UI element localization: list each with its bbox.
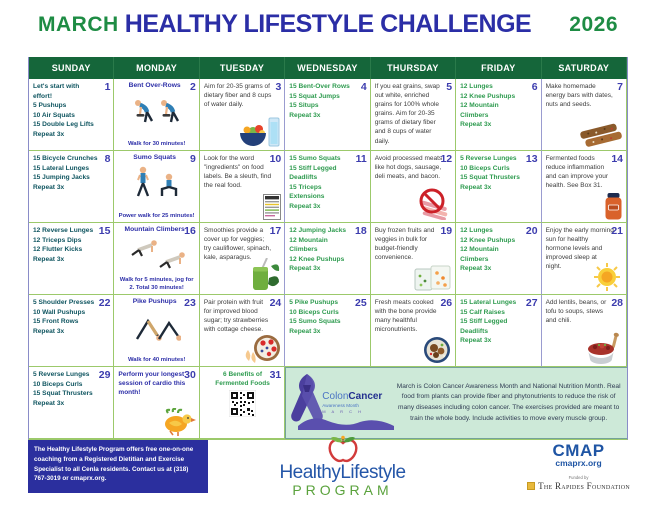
workout-line: 15 Bent-Over Rows [289,83,350,90]
tip-text: Enjoy the early morning sun for healthy hormone levels and improved sleep at night. [545,227,614,271]
workout-line: 12 Reverse Lunges [33,227,94,234]
day-cell-9 [114,151,199,223]
workout-line: 12 Triceps Dips [33,236,82,244]
day-cell-13 [456,151,541,223]
exercise-note: Walk for 5 minutes, jog for 2. Total 30 minutes! [119,277,194,291]
workout-line: 15 Stiff Legged Deadlifts [460,318,508,335]
workout-line: 12 Knee Pushups [460,236,516,244]
healthy-lifestyle-program-logo [250,434,435,498]
day-cell-4 [284,79,370,151]
day-number: 28 [611,297,623,309]
workout-line: Repeat 3x [460,265,492,273]
workout-line: 10 Biceps Curls [460,164,510,172]
day-number: 16 [184,225,196,237]
workout-line: Repeat 3x [33,255,65,263]
workout-line: 15 Front Rows [33,318,79,326]
workout-line: Repeat 3x [460,121,492,129]
day-cell-24 [200,295,285,367]
green-smoothie-icon [249,258,281,292]
nutrition-label-icon [263,194,281,220]
day-number: 14 [611,153,623,165]
day-number: 15 [98,225,111,237]
day-number: 19 [440,225,453,237]
day-cell-5 [371,79,456,151]
sumo-squats-icon [118,164,195,200]
sun-icon [591,262,623,292]
weekday-header-wednesday: WEDNESDAY [285,57,370,79]
workout-line: 15 Situps [289,102,319,110]
day-cell-8 [29,151,114,223]
workout-line: 10 Air Squats [33,111,75,119]
weekday-header-saturday: SATURDAY [542,57,627,79]
day-cell-23 [114,295,199,367]
pike-pushups-icon [118,308,195,344]
colon-cancer-logo [288,371,394,435]
workout-line: Repeat 3x [289,202,321,210]
tip-text: Add lentils, beans, or tofu to soups, stews and chili. [545,299,607,325]
tip-text: 6 Benefits of Fermented Foods [215,371,270,388]
workout-line: Repeat 3x [33,399,65,407]
workout-line: Repeat 3x [289,265,321,273]
exercise-note: Power walk for 25 minutes! [118,212,195,219]
day-number: 24 [269,297,282,309]
day-number: 30 [184,369,196,381]
day-number: 5 [446,81,453,93]
day-number: 27 [525,297,538,309]
tip-text: Buy frozen fruits and veggies in bulk for budget-friendly convenience. [374,227,435,262]
year-label: 2026 [569,13,618,36]
day-number: 6 [531,81,538,93]
weekday-header-thursday: THURSDAY [371,57,456,79]
tip-text: Pair protein with fruit for improved blood sugar; try strawberries with cottage cheese. [203,299,269,334]
day-cell-31 [200,367,285,439]
exercise-title: Sumo Squats [133,154,176,161]
day-number: 18 [355,225,367,237]
workout-line: 15 Double Leg Lifts [33,121,94,129]
exercise-title: Bent Over-Rows [128,82,181,89]
workout-line: Repeat 3x [460,183,492,191]
weekday-header-tuesday: TUESDAY [200,57,285,79]
workout-line: 12 Mountain Climbers [460,102,499,119]
day-number: 23 [184,297,196,309]
exercise-note: Walk for 30 minutes! [127,140,186,147]
month-label: MARCH [38,13,119,36]
day-number: 2 [190,81,196,93]
bent-over-rows-icon [118,92,195,128]
workout-line: 15 Sumo Squats [289,318,341,326]
workout-line: 5 Shoulder Presses [33,299,95,306]
energy-bars-icon [579,122,623,148]
veggie-bowl-water-icon [239,116,281,148]
no-processed-meat-icon [416,188,452,220]
workout-line: 12 Mountain Climbers [460,246,499,263]
page-title: HEALTHY LIFESTYLE CHALLENGE [124,10,532,38]
day-number: 13 [525,153,538,165]
tip-text: Aim for 20-35 grams of dietary fiber and 8 cups of water daily. [203,83,272,109]
day-number: 8 [104,153,111,165]
workout-line: 15 Lateral Lunges [460,299,517,306]
day-cell-25 [284,295,370,367]
weekday-header-friday: FRIDAY [456,57,541,79]
day-cell-14 [541,151,627,223]
qr-code-icon [204,390,281,417]
calendar-grid [28,57,628,440]
day-cell-3 [200,79,285,151]
day-cell-17 [200,223,285,295]
day-cell-30 [114,367,199,439]
day-cell-2 [114,79,199,151]
workout-line: 5 Pike Pushups [289,299,339,306]
day-cell-18 [284,223,370,295]
foundation-mark-icon [527,482,535,490]
day-cell-26 [371,295,456,367]
tip-text: Fresh meats cooked with the bone provide many healthful micronutrients. [374,299,437,334]
day-cell-6 [456,79,541,151]
day-cell-16 [114,223,199,295]
contact-info-box: The Healthy Lifestyle Program offers free one-on-one coaching from a Registered Dietitian and Exercise Specialist to all Cenla residents. Contact us at (318) 767-3019 or cmaprx.org. [28,440,208,493]
workout-line: 10 Biceps Curls [289,308,339,316]
mountain-climbers-icon [118,236,195,272]
workout-line: Repeat 3x [289,111,321,119]
tip-text: Make homemade energy bars with dates, nuts and seeds. [545,83,613,109]
day-number: 4 [360,81,367,93]
footer [0,440,656,506]
program-logo-subtext: PROGRAM [292,482,393,498]
workout-line: 12 Knee Pushups [460,92,516,100]
day-number: 3 [275,81,282,93]
weekday-header-monday: MONDAY [114,57,199,79]
workout-line: Repeat 3x [460,337,492,345]
day-number: 31 [269,369,282,381]
workout-line: Repeat 3x [33,327,65,335]
frozen-bags-icon [414,264,452,292]
tip-text: If you eat grains, swap out white, enriched grains for 100% whole grains. Aim for 20-35 grams of dietary fiber and 8 cups of water daily. [374,83,440,145]
workout-line: Let's start with effort! [33,83,80,100]
day-number: 11 [355,153,367,165]
day-cell-15 [29,223,114,295]
day-cell-1 [29,79,114,151]
fruit-bowl-icon [241,334,281,364]
day-number: 25 [355,297,367,309]
tip-text: Perform your longest session of cardio this month! [118,371,186,397]
day-number: 26 [440,297,453,309]
workout-line: 15 Triceps Extensions [289,183,325,201]
day-cell-19 [371,223,456,295]
workout-line: 12 Lunges [460,227,493,234]
day-number: 9 [190,153,196,165]
tip-text: Look for the word "ingredients" on food labels. Be a sleuth, find the real food. [203,155,272,190]
exercise-note: Walk for 40 minutes! [127,356,186,363]
workout-line: 12 Knee Pushups [289,255,345,263]
day-number: 21 [611,225,623,237]
day-number: 29 [98,369,111,381]
tip-text: Fermented foods reduce inflammation and can improve your health. See Box 31. [545,155,609,190]
day-number: 10 [269,153,282,165]
exercise-title: Pike Pushups [132,298,177,305]
day-number: 22 [98,297,111,309]
day-number: 12 [440,153,453,165]
exercise-title: Mountain Climbers [124,226,185,233]
day-number: 20 [525,225,538,237]
day-number: 7 [617,81,623,93]
day-cell-29 [29,367,114,439]
day-cell-7 [541,79,627,151]
workout-line: 15 Squat Thrusters [460,174,520,182]
tip-text: Avoid processed meats like hot dogs, sausage, deli meats, and bacon. [374,155,443,181]
workout-line: 15 Squat Jumps [289,92,340,100]
day-number: 17 [269,225,282,237]
workout-line: Repeat 3x [33,183,65,191]
workout-line: 15 Squat Thrusters [33,390,93,398]
day-cell-22 [29,295,114,367]
workout-line: 15 Calf Raises [460,308,505,316]
awareness-banner [285,367,627,439]
meat-bowl-icon [422,336,452,364]
workout-line: 10 Wall Pushups [33,308,86,316]
workout-line: 12 Flutter Kicks [33,246,83,254]
chili-bowl-icon [585,332,623,364]
day-number: 1 [104,81,111,93]
fermented-jar-icon [604,193,623,220]
cardio-bird-icon [160,408,196,436]
day-cell-20 [456,223,541,295]
tip-text: Smoothies provide a cover up for veggies; try cauliflower, spinach, kale, asparagus. [203,227,272,262]
awareness-text: March is Colon Cancer Awareness Month and National Nutrition Month. Real food from plants can provide fiber and phytonutrients to reduce the risk of many diseases including colon cancer. The exercises provided are meant to train the whole body. Include activities to move every muscle group. [396,382,621,422]
workout-line: Repeat 3x [289,327,321,335]
workout-line: 5 Reverse Lunges [460,155,517,162]
workout-line: 12 Jumping Jacks [289,227,347,234]
workout-line: 5 Reverse Lunges [33,371,90,378]
workout-line: 12 Mountain Climbers [289,236,328,254]
workout-line: Repeat 3x [33,130,65,138]
weekday-header-sunday: SUNDAY [29,57,114,79]
workout-line: 15 Sumo Squats [289,155,341,162]
workout-line: 10 Biceps Curls [33,380,83,388]
rapides-foundation-logo: The Rapides Foundation [527,481,630,491]
workout-line: 15 Bicycle Crunches [33,155,98,162]
day-cell-28 [541,295,627,367]
workout-line: 15 Jumping Jacks [33,174,90,182]
workout-line: 5 Pushups [33,102,67,110]
workout-line: 12 Lunges [460,83,493,90]
awareness-wave [298,414,394,435]
awareness-logo-text: ColonCancer Awareness Month M A R C H [322,391,383,414]
workout-line: 15 Lateral Lunges [33,164,90,172]
cmap-logo: CMAP cmaprx.org Funded by The Rapides Foundation [527,443,630,491]
day-cell-12 [371,151,456,223]
day-cell-21 [541,223,627,295]
day-cell-10 [200,151,285,223]
workout-line: 15 Stiff Legged Deadlifts [289,164,337,182]
program-logo-text: HealthyLifestyle [279,462,406,483]
day-cell-11 [284,151,370,223]
day-cell-27 [456,295,541,367]
